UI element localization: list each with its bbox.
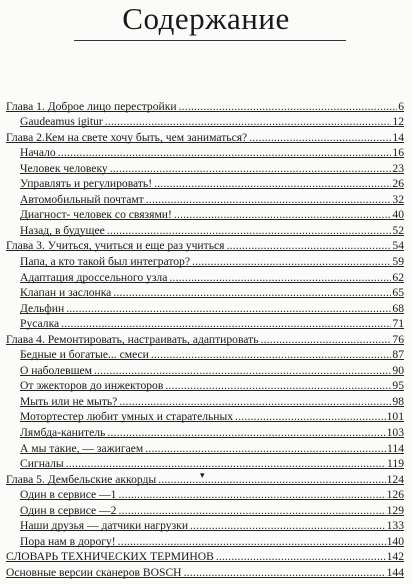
toc-entry-title: Адаптация дроссельного узла — [20, 270, 168, 284]
toc-entry-title: Мотортестер любит умных и старательных — [20, 410, 234, 424]
toc-underline — [20, 219, 404, 220]
toc-page-number: 126 — [386, 488, 404, 502]
toc-page-number: 12 — [392, 115, 404, 129]
toc-section-entry — [6, 392, 404, 408]
toc-chapter-entry — [6, 128, 404, 144]
toc-section-entry — [6, 377, 404, 393]
toc-underline — [20, 188, 404, 189]
toc-page-number: 71 — [392, 317, 404, 331]
toc-entry-title: Человек человеку — [20, 161, 108, 175]
toc-page-number: 65 — [392, 286, 404, 300]
toc-page-number: 16 — [392, 146, 404, 160]
toc-page-number: 87 — [392, 348, 404, 362]
toc-page-number: 54 — [392, 239, 404, 253]
toc-underline — [20, 282, 404, 283]
toc-page-number: 32 — [392, 192, 404, 206]
toc-entry-title: Глава 3. Учиться, учиться и еще раз учиться — [6, 239, 225, 253]
toc-underline — [20, 390, 404, 391]
arrow-down-icon: ▾ — [200, 470, 205, 480]
toc-entry-title: Назад, в будущее — [20, 223, 105, 237]
toc-underline — [20, 266, 404, 267]
toc-entry-title: Глава 4. Ремонтировать, настраивать, адаптировать — [6, 332, 259, 346]
toc-page-number: 129 — [386, 503, 404, 517]
toc-entry-title: Автомобильный почтамт — [20, 192, 144, 206]
toc-section-entry — [6, 439, 404, 455]
toc-underline — [20, 297, 404, 298]
toc-section-entry — [6, 346, 404, 362]
toc-underline — [20, 453, 404, 454]
toc-entry-title: Пора нам в дорогу! — [20, 534, 116, 548]
toc-section-entry — [6, 455, 404, 471]
toc-underline — [20, 437, 404, 438]
toc-page-number: 114 — [387, 441, 404, 455]
toc-entry-title: Начало — [20, 146, 56, 160]
toc-entry-title: О наболевшем — [20, 363, 92, 377]
toc-chapter-entry — [6, 470, 404, 486]
toc-page-number: 62 — [392, 270, 404, 284]
table-of-contents — [6, 97, 404, 579]
toc-entry-title: Лямбда-канитель — [20, 426, 106, 440]
toc-page-number: 140 — [386, 534, 404, 548]
toc-underline — [20, 235, 404, 236]
toc-page-number: 6 — [398, 99, 404, 113]
toc-entry-title: Gaudeamus igitur — [20, 115, 103, 129]
toc-entry-title: Дельфин — [20, 301, 65, 315]
toc-underline — [6, 344, 404, 345]
toc-section-entry — [6, 175, 404, 191]
toc-chapter-entry — [6, 563, 404, 579]
toc-page-number: 14 — [392, 130, 404, 144]
toc-underline — [6, 111, 404, 112]
toc-section-entry — [6, 144, 404, 160]
toc-underline — [20, 499, 404, 500]
toc-entry-title: Русалка — [20, 317, 60, 331]
toc-section-entry — [6, 532, 404, 548]
toc-section-entry — [6, 252, 404, 268]
toc-underline — [20, 313, 404, 314]
toc-section-entry — [6, 190, 404, 206]
toc-page-number: 26 — [392, 177, 404, 191]
toc-underline — [20, 421, 404, 422]
toc-underline — [6, 577, 404, 578]
toc-page-number: 23 — [392, 161, 404, 175]
toc-entry-title: Сигналы — [20, 457, 64, 471]
toc-underline — [20, 328, 404, 329]
toc-page-number: 101 — [386, 410, 404, 424]
toc-entry-title: Папа, а кто такой был интегратор? — [20, 255, 190, 269]
toc-entry-title: Бедные и богатые... смеси — [20, 348, 149, 362]
toc-entry-title: Глава 1. Доброе лицо перестройки — [6, 99, 177, 113]
toc-section-entry — [6, 315, 404, 331]
toc-section-entry — [6, 159, 404, 175]
toc-entry-title: Наши друзья — датчики нагрузки — [20, 519, 189, 533]
toc-underline — [20, 406, 404, 407]
toc-chapter-entry — [6, 237, 404, 253]
toc-page-number: 90 — [392, 363, 404, 377]
toc-underline — [20, 468, 404, 469]
toc-entry-title: Глава 2.Кем на свете хочу быть, чем заниматься? — [6, 130, 248, 144]
toc-chapter-entry — [6, 330, 404, 346]
toc-page-number: 124 — [386, 472, 404, 486]
toc-entry-title: Глава 5. Дембельские аккорды — [6, 472, 157, 486]
toc-section-entry — [6, 517, 404, 533]
toc-section-entry — [6, 221, 404, 237]
toc-section-entry — [6, 501, 404, 517]
toc-underline — [20, 359, 404, 360]
toc-entry-title: Основные версии сканеров BOSCH — [6, 565, 182, 579]
toc-entry-title: Диагност- человек со связями! — [20, 208, 172, 222]
toc-entry-title: А мы такие, — зажигаем — [20, 441, 144, 455]
toc-section-entry — [6, 206, 404, 222]
toc-page-number: 59 — [392, 255, 404, 269]
toc-page-number: 142 — [386, 550, 404, 564]
toc-page-number: 76 — [392, 332, 404, 346]
toc-chapter-entry — [6, 548, 404, 564]
toc-underline — [20, 546, 404, 547]
toc-underline — [6, 561, 404, 562]
toc-section-entry — [6, 268, 404, 284]
page-title: Содержание — [122, 1, 290, 36]
toc-page-number: 119 — [387, 457, 404, 471]
toc-section-entry — [6, 486, 404, 502]
toc-underline — [20, 530, 404, 531]
toc-page-number: 40 — [392, 208, 404, 222]
toc-page-number: 144 — [386, 565, 404, 579]
toc-underline — [6, 250, 404, 251]
toc-underline — [20, 173, 404, 174]
toc-page-number: 98 — [392, 394, 404, 408]
toc-page-number: 68 — [392, 301, 404, 315]
toc-entry-title: Один в сервисе —1 — [20, 488, 117, 502]
toc-page-number: 52 — [392, 223, 404, 237]
toc-section-entry — [6, 423, 404, 439]
toc-underline — [20, 204, 404, 205]
toc-section-entry — [6, 299, 404, 315]
toc-section-entry — [6, 284, 404, 300]
toc-section-entry — [6, 408, 404, 424]
toc-section-entry — [6, 113, 404, 129]
toc-underline — [6, 142, 404, 143]
toc-entry-title: СЛОВАРЬ ТЕХНИЧЕСКИХ ТЕРМИНОВ — [6, 550, 214, 564]
toc-section-entry — [6, 361, 404, 377]
toc-entry-title: Мыть или не мыть? — [20, 394, 118, 408]
toc-underline — [20, 157, 404, 158]
toc-underline — [6, 484, 404, 485]
title-rule — [74, 40, 346, 41]
toc-underline — [20, 375, 404, 376]
toc-page-number: 133 — [386, 519, 404, 533]
toc-underline — [20, 126, 404, 127]
toc-page-number: 95 — [392, 379, 404, 393]
toc-page-number: 103 — [386, 426, 404, 440]
toc-entry-title: От эжекторов до инжекторов — [20, 379, 164, 393]
toc-chapter-entry — [6, 97, 404, 113]
toc-underline — [20, 515, 404, 516]
toc-entry-title: Клапан и заслонка — [20, 286, 112, 300]
toc-entry-title: Управлять и регулировать! — [20, 177, 153, 191]
toc-entry-title: Один в сервисе —2 — [20, 503, 117, 517]
